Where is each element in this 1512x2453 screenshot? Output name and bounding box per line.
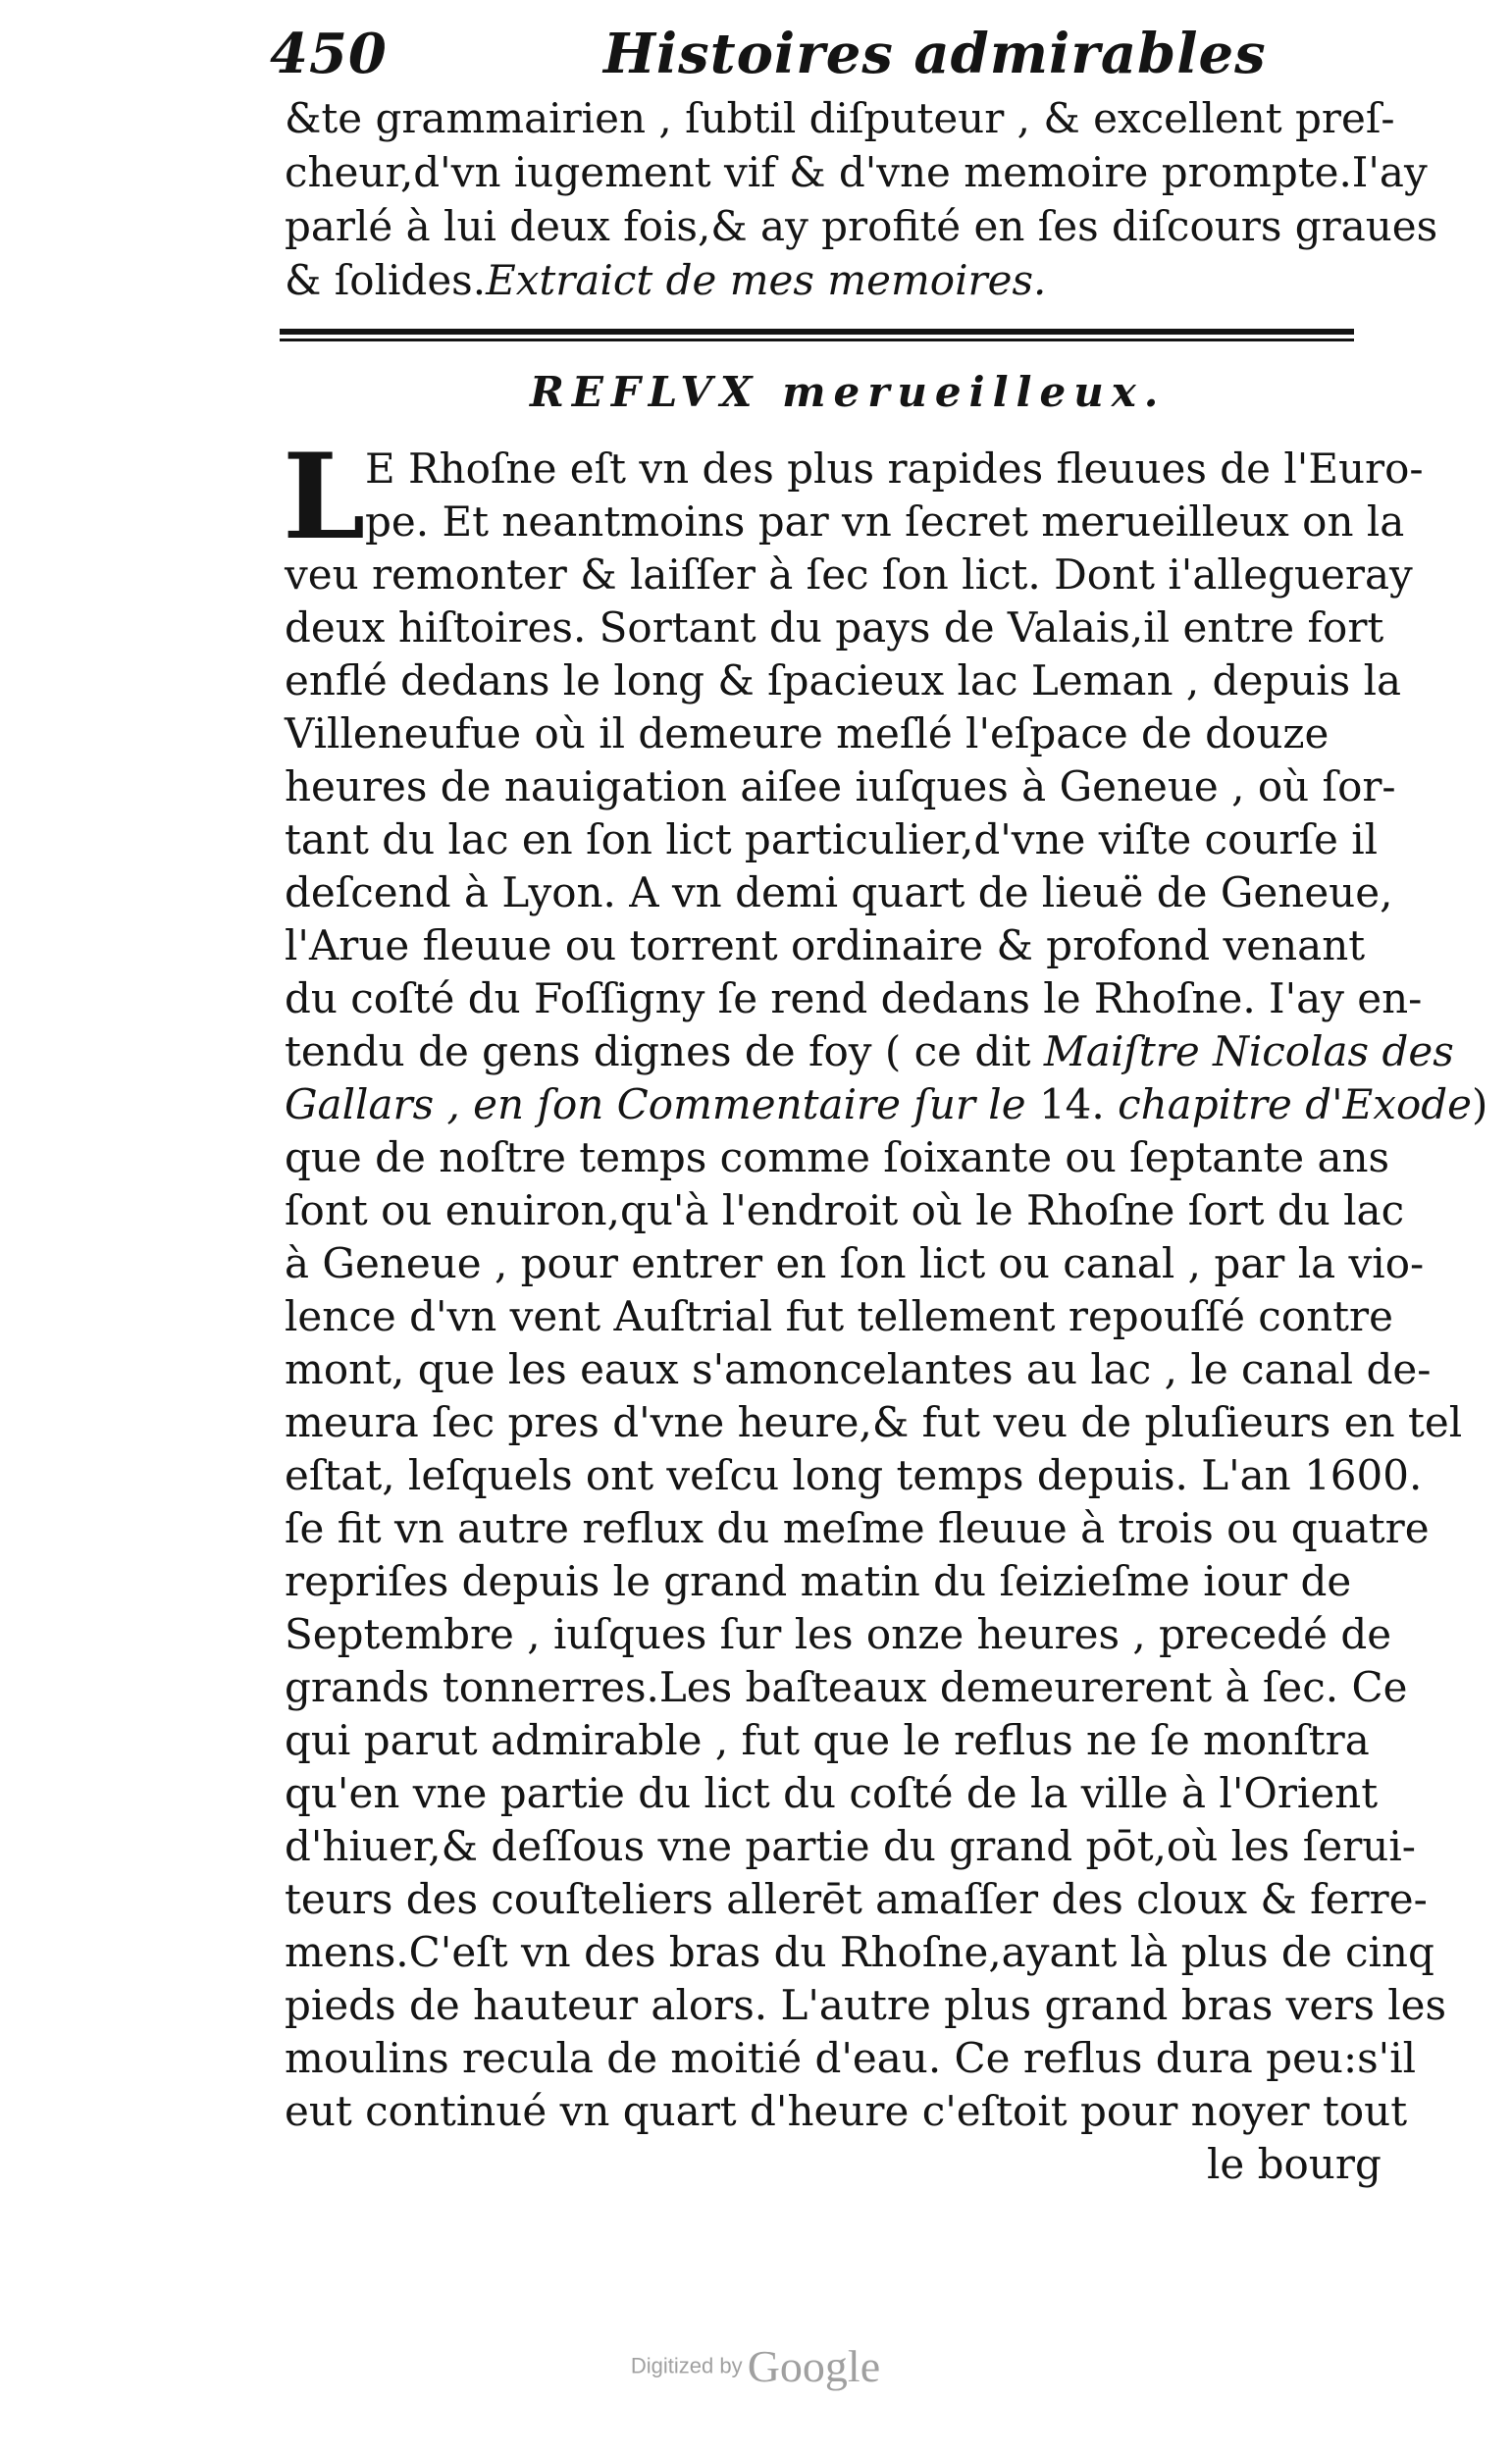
text-line: qu'en vne partie du lict du coſté de la ville à l'Orient <box>285 1769 1379 1817</box>
text-line: que de noſtre temps comme ſoixante ou ſeptante ans <box>285 1133 1390 1181</box>
text-fragment: tendu de gens dignes de foy ( ce dit <box>285 1027 1031 1075</box>
text-line: cheur,d'vn iugement vif & d'vne memoire prompte.I'ay <box>285 148 1428 196</box>
text-line: ſe fit vn autre reflux du meſme fleuue à trois ou quatre <box>285 1504 1430 1552</box>
catchword: le bourg <box>1207 2140 1382 2188</box>
text-line: d'hiuer,& deſſous vne partie du grand pōt,où les ſerui- <box>285 1822 1416 1870</box>
text-line: l'Arue fleuue ou torrent ordinaire & profond venant <box>285 921 1366 969</box>
text-line: teurs des couſteliers allerēt amaſſer des cloux & ferre- <box>285 1875 1428 1923</box>
text-line: &te grammairien , ſubtil diſputeur , & excellent preſ- <box>285 94 1395 142</box>
drop-cap: L <box>283 428 366 566</box>
citation-italic: chapitre d'Exode <box>1118 1080 1473 1128</box>
citation-italic: Maiſtre Nicolas des <box>1043 1027 1454 1075</box>
text-line: grands tonnerres.Les baſteaux demeurerent à ſec. Ce <box>285 1663 1408 1711</box>
text-line: pieds de hauteur alors. L'autre plus grand bras vers les <box>285 1981 1447 2029</box>
text-fragment: & ſolides. <box>285 256 487 304</box>
text-line: pe. Et neantmoins par vn ſecret merueilleux on la <box>365 497 1405 546</box>
text-line: ſont ou enuiron,qu'à l'endroit où le Rhoſne ſort du lac <box>285 1186 1405 1234</box>
text-line: enflé dedans le long & ſpacieux lac Leman , depuis la <box>285 656 1402 705</box>
text-line: deſcend à Lyon. A vn demi quart de lieuë de Geneue, <box>285 868 1393 916</box>
running-title: Histoires admirables <box>603 22 1267 86</box>
citation-close: ) <box>1472 1080 1488 1128</box>
text-line: Septembre , iuſques ſur les onze heures , precedé de <box>285 1610 1392 1658</box>
text-line <box>285 1079 1488 1130</box>
page-header <box>270 22 1359 90</box>
text-line: veu remonter & laiſſer à ſec ſon lict. Dont i'allegueray <box>285 550 1413 599</box>
text-line: qui parut admirable , fut que le reflus ne ſe monſtra <box>285 1716 1370 1764</box>
text-line: mont, que les eaux s'amoncelantes au lac , le canal de- <box>285 1345 1432 1393</box>
section-divider <box>280 329 1354 341</box>
text-line: moulins recula de moitié d'eau. Ce reflus dura peu:s'il <box>285 2034 1417 2082</box>
google-logo: Google <box>747 2341 881 2391</box>
text-line: Villeneufue où il demeure meſlé l'eſpace de douze <box>285 709 1330 757</box>
text-line: deux hiſtoires. Sortant du pays de Valais,il entre fort <box>285 603 1384 652</box>
text-line: heures de nauigation aiſee iuſques à Geneue , où ſor- <box>285 762 1396 810</box>
page-number: 450 <box>270 22 388 86</box>
text-line: repriſes depuis le grand matin du ſeizieſme iour de <box>285 1557 1352 1605</box>
text-line: meura ſec pres d'vne heure,& fut veu de pluſieurs en tel <box>285 1398 1463 1446</box>
text-line <box>285 1026 1454 1077</box>
digitization-footer <box>579 2340 932 2399</box>
text-line: parlé à lui deux fois,& ay profité en ſes diſcours graues <box>285 202 1438 250</box>
text-line: tant du lac en ſon lict particulier,d'vne viſte courſe il <box>285 815 1379 863</box>
digitized-by-label: Digitized by <box>630 2353 743 2378</box>
text-line <box>285 255 1393 306</box>
text-line: lence d'vn vent Auſtrial fut tellement repouſſé contre <box>285 1292 1393 1340</box>
citation-number: 14. <box>1038 1080 1105 1128</box>
section-title: REFLVX merueilleux. <box>530 368 1167 416</box>
text-line: E Rhoſne eſt vn des plus rapides fleuues de l'Euro- <box>365 444 1424 493</box>
text-line: à Geneue , pour entrer en ſon lict ou canal , par la vio- <box>285 1239 1425 1287</box>
text-line: du coſté du Foſſigny ſe rend dedans le Rhoſne. I'ay en- <box>285 974 1423 1022</box>
text-line: eut continué vn quart d'heure c'eſtoit pour noyer tout <box>285 2087 1408 2135</box>
text-line: eſtat, leſquels ont veſcu long temps depuis. L'an 1600. <box>285 1451 1423 1499</box>
source-citation: Extraict de mes memoires. <box>486 256 1047 304</box>
citation-italic: Gallars , en ſon Commentaire ſur le <box>285 1080 1026 1128</box>
text-line: mens.C'eſt vn des bras du Rhoſne,ayant là plus de cinq <box>285 1928 1434 1976</box>
